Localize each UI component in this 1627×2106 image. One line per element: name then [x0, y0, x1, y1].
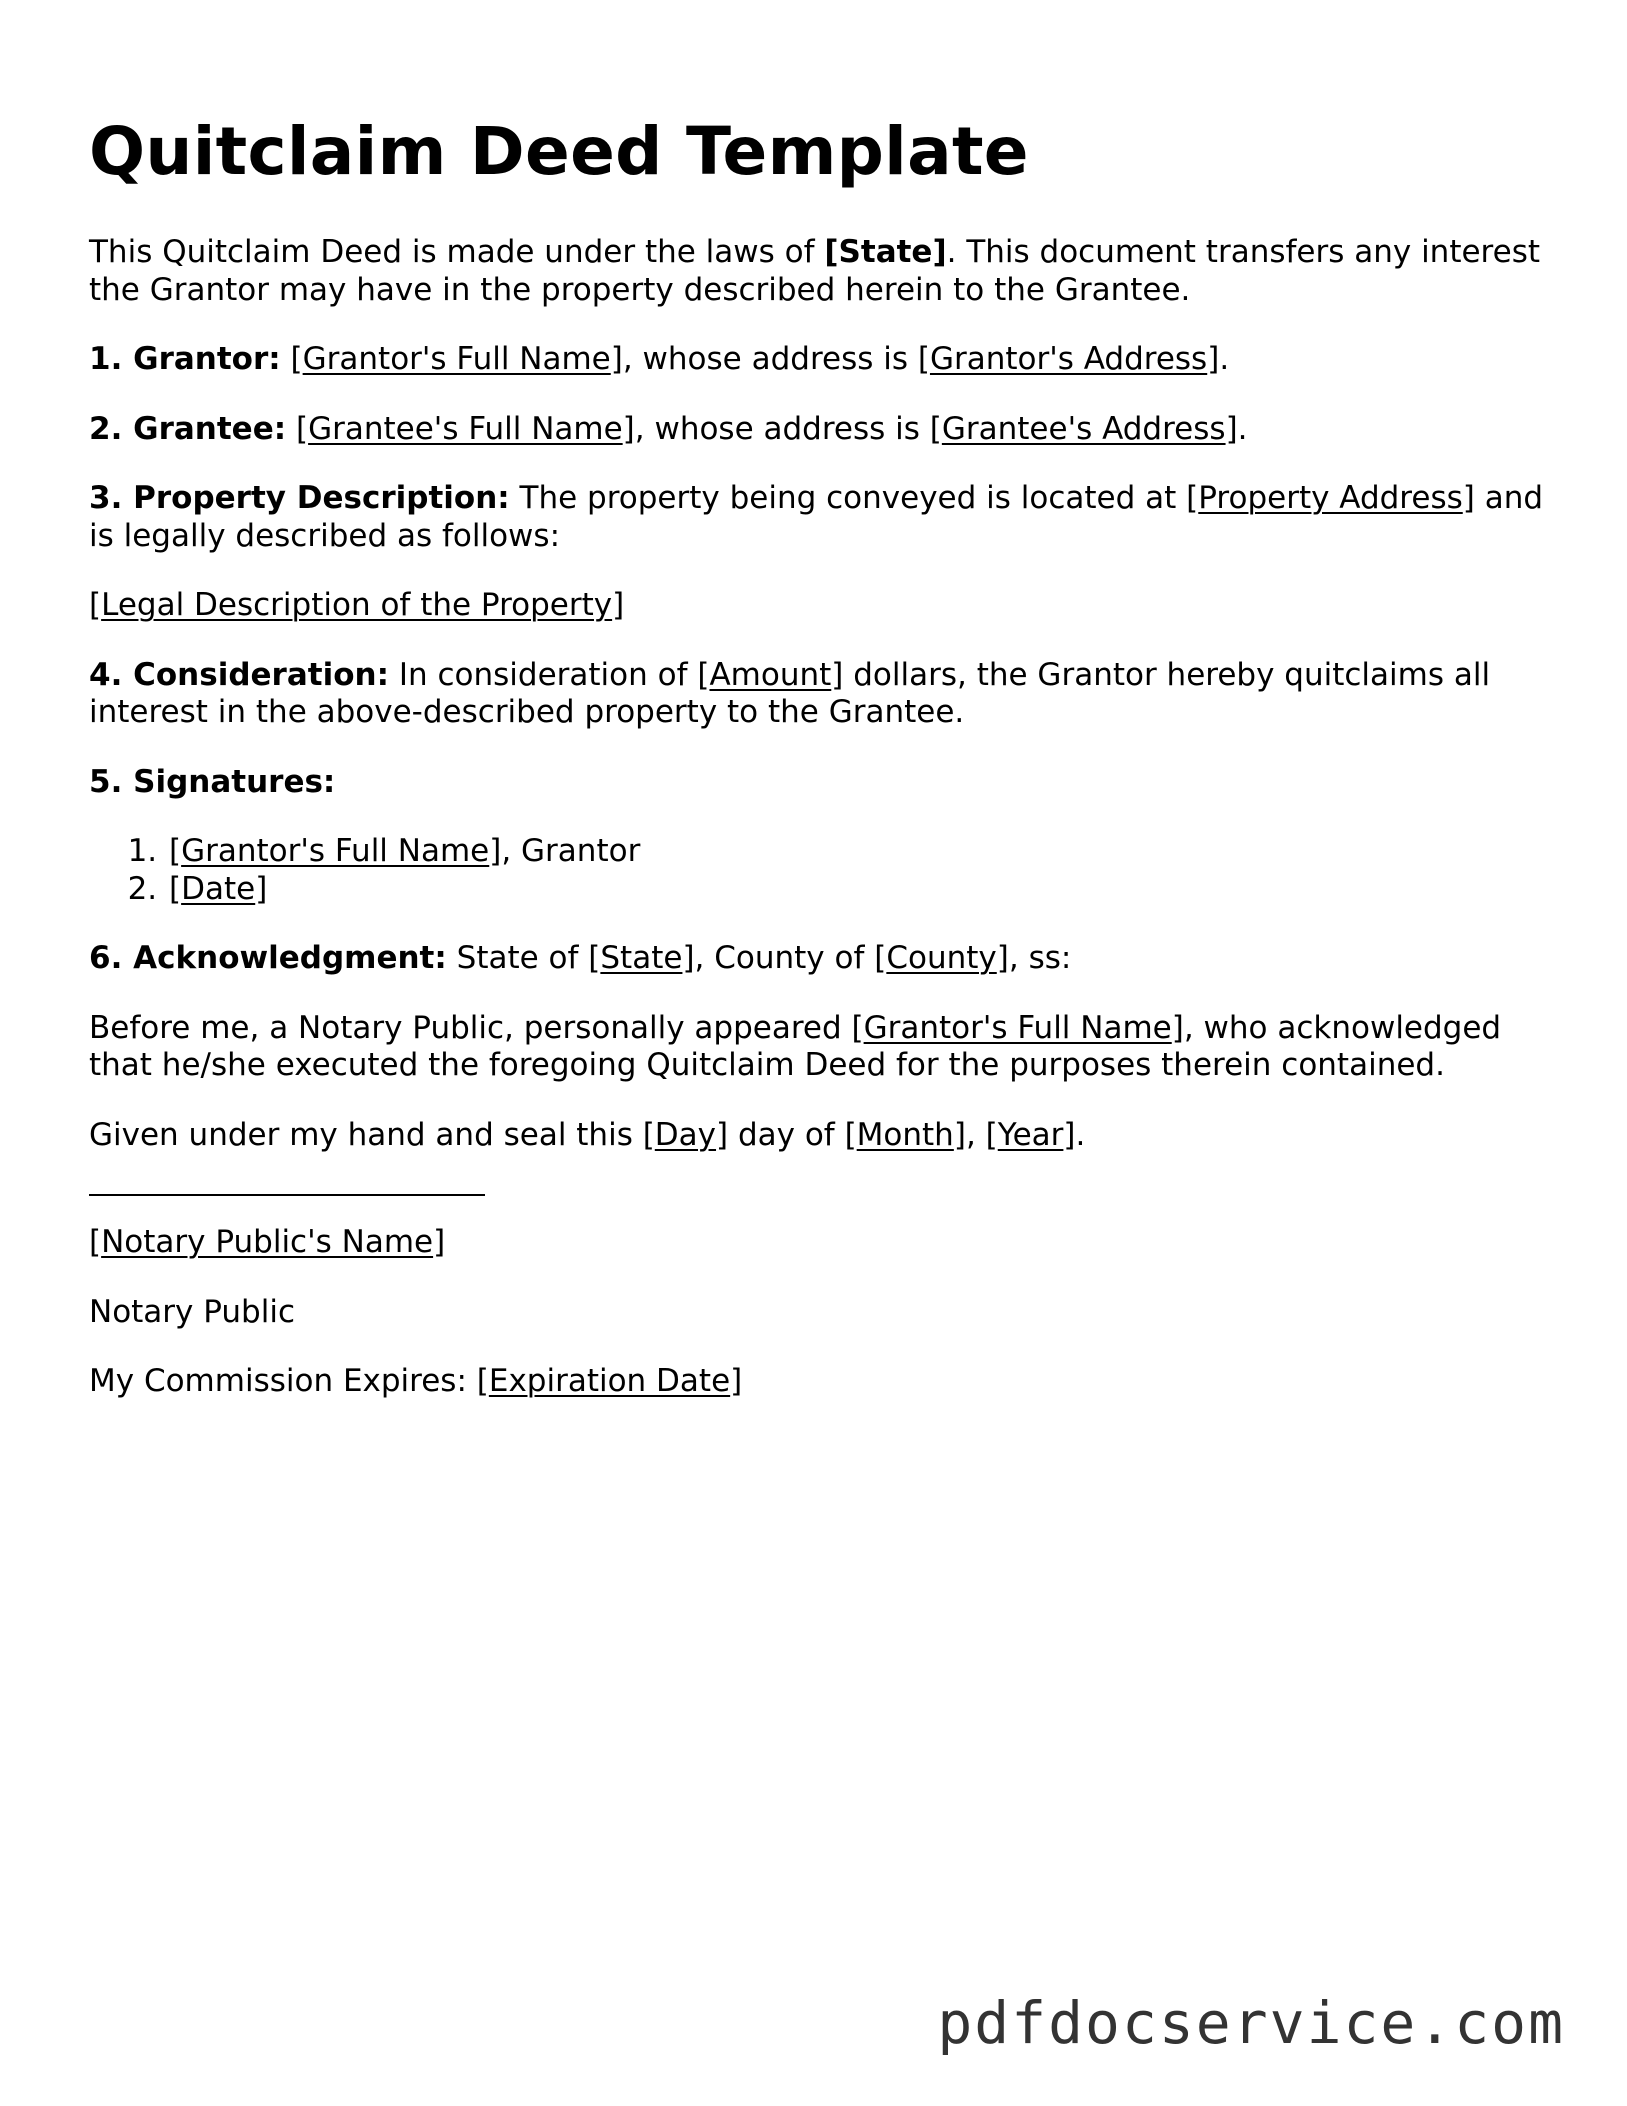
grantor-name-field[interactable]: Grantor's Full Name [302, 341, 611, 377]
legal-description-field[interactable]: Legal Description of the Property [101, 587, 613, 623]
intro-paragraph [89, 234, 1549, 309]
grantor-address-field[interactable]: Grantor's Address [929, 341, 1208, 377]
text-segment: ], ss: [996, 940, 1072, 976]
document-title: Quitclaim Deed Template [89, 113, 1029, 190]
intro-state-placeholder: [State] [824, 234, 947, 270]
text-segment: ] day of [ [716, 1116, 857, 1153]
text-segment: ] [255, 870, 268, 907]
signature-date-field[interactable]: Date [181, 870, 256, 907]
notary-appearance-paragraph [89, 1010, 1549, 1085]
text-segment: The property being conveyed is located at [ [509, 480, 1199, 516]
month-field[interactable]: Month [856, 1116, 954, 1153]
acknowledgment-label: 6. Acknowledgment: [89, 940, 447, 976]
acknowledgment-paragraph [89, 940, 1549, 978]
text-segment: ], Grantor [489, 833, 641, 869]
year-field[interactable]: Year [997, 1116, 1064, 1153]
signatures-label: 5. Signatures: [89, 763, 336, 800]
expiration-date-field[interactable]: Expiration Date [488, 1363, 731, 1399]
signatures-list [89, 833, 1549, 908]
text-segment: [ [89, 587, 102, 623]
text-segment: ]. [1063, 1116, 1086, 1153]
given-under-hand-paragraph [89, 1117, 1549, 1155]
text-segment: [ [286, 410, 309, 447]
grantor-paragraph [89, 341, 1549, 379]
list-item [167, 871, 1549, 909]
grantee-label: 2. Grantee: [89, 410, 287, 447]
grantee-name-field[interactable]: Grantee's Full Name [308, 410, 623, 447]
text-segment: ], whose address is [ [622, 410, 942, 447]
text-segment: [ [280, 341, 303, 377]
text-segment: [ [169, 833, 182, 869]
text-segment: ] [433, 1224, 446, 1260]
consideration-paragraph [89, 657, 1549, 732]
grantor-label: 1. Grantor: [89, 341, 281, 377]
text-segment: ] [730, 1363, 743, 1399]
day-field[interactable]: Day [654, 1116, 717, 1153]
notary-name-field[interactable]: Notary Public's Name [101, 1224, 434, 1260]
ack-state-field[interactable]: State [600, 940, 683, 976]
property-paragraph [89, 480, 1549, 555]
list-item [167, 833, 1549, 871]
notary-name-paragraph [89, 1224, 1549, 1262]
consideration-label: 4. Consideration: [89, 656, 389, 693]
text-segment: ] and is legally described as follows: [89, 480, 1544, 554]
watermark: pdfdocservice.com [937, 1989, 1565, 2057]
property-address-field[interactable]: Property Address [1198, 480, 1463, 516]
text-segment: Given under my hand and seal this [ [89, 1116, 655, 1153]
text-segment: ], [ [953, 1116, 998, 1153]
notary-title: Notary Public [89, 1293, 295, 1330]
text-segment: ] dollars, the Grantor hereby quitclaims all interest in the above-described property to the Grantee. [89, 656, 1491, 730]
text-segment: ]. [1225, 410, 1248, 447]
amount-field[interactable]: Amount [709, 656, 832, 693]
legal-description-paragraph [89, 587, 1549, 625]
text-segment: [ [169, 870, 182, 907]
grantee-paragraph [89, 411, 1549, 449]
text-segment: ], whose address is [ [610, 341, 930, 377]
signature-grantor-name-field[interactable]: Grantor's Full Name [181, 833, 490, 869]
property-label: 3. Property Description: [89, 480, 510, 516]
signatures-heading [89, 764, 1549, 802]
intro-text: This Quitclaim Deed is made under the laws of [89, 234, 825, 270]
commission-expires-paragraph [89, 1363, 1549, 1401]
text-segment: ] [612, 587, 625, 623]
grantee-address-field[interactable]: Grantee's Address [941, 410, 1226, 447]
ack-county-field[interactable]: County [886, 940, 997, 976]
text-segment: In consideration of [ [388, 656, 710, 693]
text-segment: [ [89, 1224, 102, 1260]
text-segment: State of [ [446, 940, 601, 976]
notary-signature-line[interactable] [89, 1194, 485, 1196]
document-body [89, 234, 1549, 1433]
text-segment: ], who acknowledged that he/she executed the foregoing Quitclaim Deed for the purposes therein contained. [89, 1009, 1502, 1083]
text-segment: ], County of [ [682, 940, 887, 976]
text-segment: Before me, a Notary Public, personally appeared [ [89, 1009, 864, 1046]
text-segment: My Commission Expires: [ [89, 1363, 489, 1399]
text-segment: ]. [1207, 341, 1230, 377]
ack-grantor-name-field[interactable]: Grantor's Full Name [863, 1009, 1172, 1046]
intro-text-rest: . This document transfers any interest the Grantor may have in the property described herein to the Grantee. [89, 234, 1540, 308]
